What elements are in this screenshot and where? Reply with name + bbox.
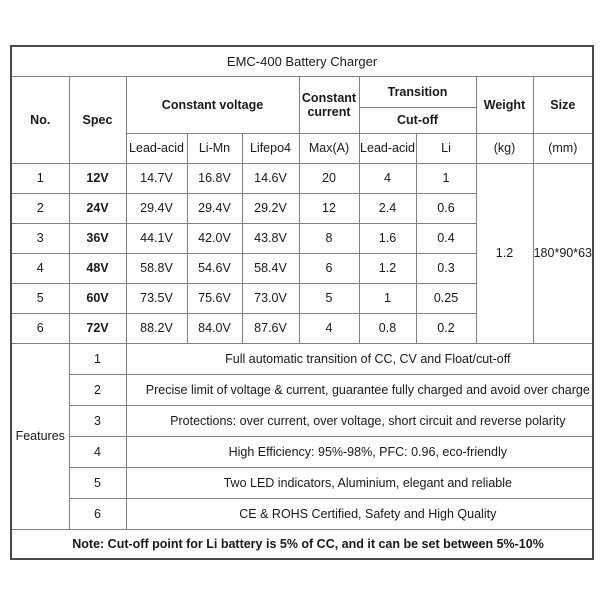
cv-li-mn-cell: 16.8V [187,163,242,193]
max-current-cell: 20 [299,163,359,193]
header-row-1 [11,76,593,107]
features-label-cell: Features [11,343,69,529]
subheader-cutoff-lead-acid: Lead-acid [359,133,416,163]
max-current-cell: 4 [299,313,359,343]
cv-lead-acid-cell: 14.7V [126,163,187,193]
cutoff-lead-acid-cell: 0.8 [359,313,416,343]
spec-cell: 12V [69,163,126,193]
feature-text-cell: Two LED indicators, Aluminium, elegant and reliable [126,467,593,498]
feature-row [11,467,593,498]
feature-text-cell: CE & ROHS Certified, Safety and High Quality [126,498,593,529]
no-cell: 3 [11,223,69,253]
no-cell: 6 [11,313,69,343]
no-cell: 4 [11,253,69,283]
cutoff-lead-acid-cell: 1 [359,283,416,313]
spec-cell: 36V [69,223,126,253]
cv-lifepo4-cell: 43.8V [242,223,299,253]
cutoff-lead-acid-cell: 4 [359,163,416,193]
cv-lifepo4-cell: 58.4V [242,253,299,283]
feature-no-cell: 6 [69,498,126,529]
header-cutoff: Cut-off [359,107,476,133]
spec-cell: 48V [69,253,126,283]
feature-row [11,436,593,467]
subheader-weight-unit: (kg) [476,133,533,163]
header-no: No. [11,76,69,163]
feature-no-cell: 3 [69,405,126,436]
max-current-cell: 5 [299,283,359,313]
cv-lead-acid-cell: 73.5V [126,283,187,313]
weight-value-cell: 1.2 [476,163,533,343]
feature-no-cell: 1 [69,343,126,374]
header-spec: Spec [69,76,126,163]
cv-lifepo4-cell: 14.6V [242,163,299,193]
cv-li-mn-cell: 84.0V [187,313,242,343]
feature-row [11,405,593,436]
cutoff-li-cell: 0.3 [416,253,476,283]
spec-cell: 24V [69,193,126,223]
cutoff-li-cell: 0.2 [416,313,476,343]
header-transition: Transition [359,76,476,107]
feature-row [11,374,593,405]
cv-lifepo4-cell: 29.2V [242,193,299,223]
feature-row [11,343,593,374]
no-cell: 5 [11,283,69,313]
note-cell: Note: Cut-off point for Li battery is 5% of CC, and it can be set between 5%-10% [11,529,593,559]
subheader-cv-lifepo4: Lifepo4 [242,133,299,163]
battery-charger-spec-table [10,45,594,560]
feature-no-cell: 2 [69,374,126,405]
max-current-cell: 6 [299,253,359,283]
cutoff-lead-acid-cell: 1.2 [359,253,416,283]
cv-li-mn-cell: 54.6V [187,253,242,283]
feature-text-cell: Precise limit of voltage & current, guarantee fully charged and avoid over charge [126,374,593,405]
cutoff-li-cell: 0.4 [416,223,476,253]
subheader-cv-lead-acid: Lead-acid [126,133,187,163]
no-cell: 1 [11,163,69,193]
cv-lifepo4-cell: 87.6V [242,313,299,343]
header-constant-voltage: Constant voltage [126,76,299,133]
cv-lead-acid-cell: 88.2V [126,313,187,343]
cv-li-mn-cell: 29.4V [187,193,242,223]
note-row [11,529,593,559]
feature-text-cell: High Efficiency: 95%-98%, PFC: 0.96, eco-friendly [126,436,593,467]
feature-row [11,498,593,529]
feature-text-cell: Full automatic transition of CC, CV and Float/cut-off [126,343,593,374]
size-value-cell: 180*90*63 [533,163,593,343]
feature-text-cell: Protections: over current, over voltage, short circuit and reverse polarity [126,405,593,436]
cutoff-lead-acid-cell: 1.6 [359,223,416,253]
cv-li-mn-cell: 75.6V [187,283,242,313]
header-weight: Weight [476,76,533,133]
cv-lead-acid-cell: 58.8V [126,253,187,283]
cutoff-li-cell: 1 [416,163,476,193]
table-title: EMC-400 Battery Charger [11,46,593,76]
subheader-max-a: Max(A) [299,133,359,163]
max-current-cell: 8 [299,223,359,253]
subheader-cv-li-mn: Li-Mn [187,133,242,163]
header-constant-current: Constant current [299,76,359,133]
feature-no-cell: 5 [69,467,126,498]
max-current-cell: 12 [299,193,359,223]
spec-cell: 60V [69,283,126,313]
cv-li-mn-cell: 42.0V [187,223,242,253]
cutoff-li-cell: 0.25 [416,283,476,313]
feature-no-cell: 4 [69,436,126,467]
cv-lead-acid-cell: 44.1V [126,223,187,253]
no-cell: 2 [11,193,69,223]
cv-lead-acid-cell: 29.4V [126,193,187,223]
header-size: Size [533,76,593,133]
spec-cell: 72V [69,313,126,343]
subheader-cutoff-li: Li [416,133,476,163]
cutoff-li-cell: 0.6 [416,193,476,223]
spec-row [11,163,593,193]
cutoff-lead-acid-cell: 2.4 [359,193,416,223]
cv-lifepo4-cell: 73.0V [242,283,299,313]
title-row [11,46,593,76]
subheader-size-unit: (mm) [533,133,593,163]
